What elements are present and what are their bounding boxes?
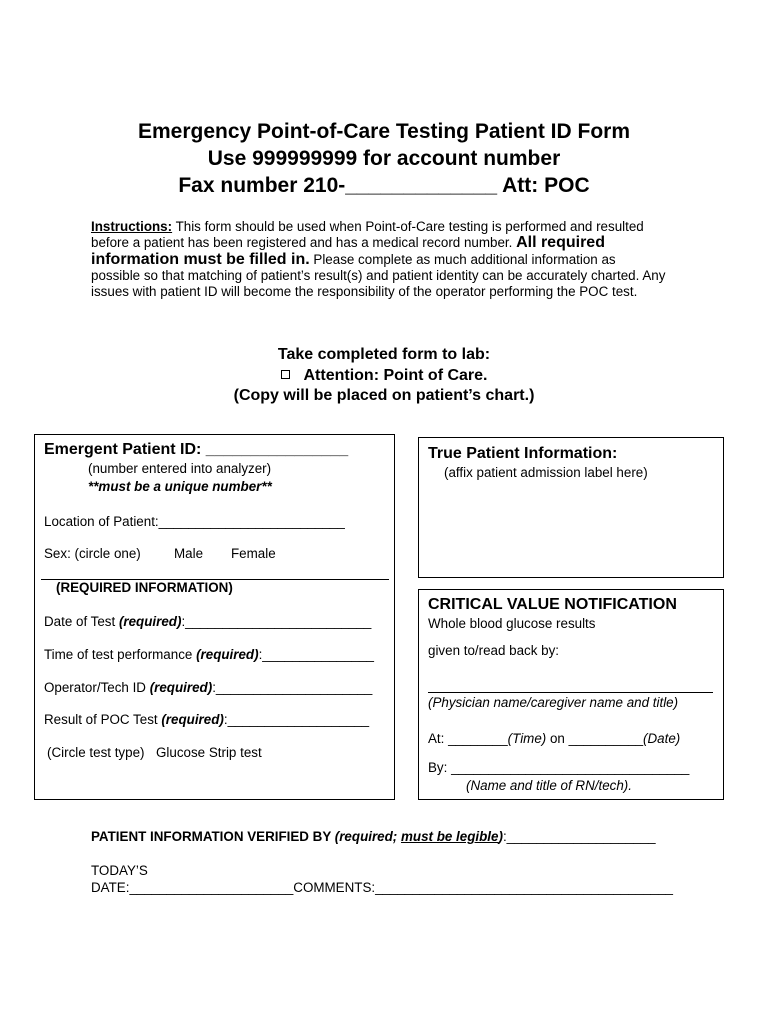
date-comments-field[interactable]: DATE:______________________COMMENTS:________________________________________ bbox=[91, 880, 673, 895]
instructions-text-1: This form should be used when Point-of-Care testing is performed and resulted before a patient has been registered and has a medical record number. bbox=[91, 219, 644, 251]
location-field[interactable]: Location of Patient:_________________________ bbox=[44, 514, 345, 529]
instructions-paragraph bbox=[91, 219, 666, 300]
time-required: (required) bbox=[196, 647, 259, 662]
fax-number-line: Fax number 210-_____________ Att: POC bbox=[178, 174, 590, 197]
emergent-patient-box bbox=[34, 434, 395, 800]
glucose-results-line: Whole blood glucose results bbox=[428, 616, 596, 631]
date-of-test-field[interactable] bbox=[44, 614, 371, 629]
at-time-date-field[interactable] bbox=[428, 731, 680, 746]
operator-line: :_____________________ bbox=[212, 680, 373, 695]
form-title: Emergency Point-of-Care Testing Patient ID Form bbox=[137, 120, 630, 143]
circle-test-type-label: (Circle test type) bbox=[47, 745, 145, 760]
verified-close: ) bbox=[498, 829, 503, 844]
operator-id-field[interactable] bbox=[44, 680, 372, 695]
verified-label: PATIENT INFORMATION VERIFIED BY bbox=[91, 829, 335, 844]
square-bullet-icon bbox=[281, 370, 290, 379]
result-label: Result of POC Test bbox=[44, 712, 162, 727]
date-required: (required) bbox=[118, 614, 182, 629]
time-label: Time of test performance bbox=[44, 647, 197, 662]
take-to-lab-heading: Take completed form to lab: bbox=[277, 346, 491, 363]
number-entered-note: (number entered into analyzer) bbox=[88, 461, 272, 476]
time-of-test-field[interactable] bbox=[44, 647, 374, 662]
at-label: At: ________ bbox=[428, 731, 508, 746]
verified-line: :____________________ bbox=[502, 829, 656, 844]
operator-required: (required) bbox=[149, 680, 213, 695]
date-line: :_________________________ bbox=[181, 614, 372, 629]
emergent-id-label[interactable]: Emergent Patient ID: ________________ bbox=[44, 441, 349, 458]
name-title-note: (Name and title of RN/tech). bbox=[466, 778, 632, 793]
account-number-note: Use 999999999 for account number bbox=[207, 147, 561, 170]
physician-name-line[interactable] bbox=[428, 692, 713, 693]
operator-label: Operator/Tech ID bbox=[44, 680, 150, 695]
true-patient-box bbox=[418, 437, 724, 578]
instructions-label: Instructions: bbox=[91, 219, 173, 234]
critical-heading: CRITICAL VALUE NOTIFICATION bbox=[428, 596, 677, 613]
unique-number-note: **must be a unique number** bbox=[88, 479, 272, 494]
sex-option-female[interactable]: Female bbox=[231, 546, 276, 561]
instructions-text-2: Please complete as much additional information as possible so that matching of patient’s result(s) and patient identity can be accurately charted. Any issues with patient ID will become the responsibility of the operator performing the POC test. bbox=[91, 251, 666, 300]
sex-label: Sex: (circle one) bbox=[44, 546, 141, 561]
on-label: on __________ bbox=[546, 731, 644, 746]
by-field[interactable]: By: ________________________________ bbox=[428, 760, 690, 775]
date-label: Date of Test bbox=[44, 614, 119, 629]
date-word: (Date) bbox=[643, 731, 681, 746]
instructions-bold-text: All required information must be filled in. bbox=[91, 234, 605, 268]
glucose-strip-option[interactable]: Glucose Strip test bbox=[156, 745, 262, 760]
required-info-heading: (REQUIRED INFORMATION) bbox=[56, 580, 233, 595]
attention-line bbox=[0, 366, 768, 386]
sex-option-male[interactable]: Male bbox=[174, 546, 204, 561]
time-line: :_______________ bbox=[258, 647, 375, 662]
verified-by-field[interactable] bbox=[91, 829, 656, 844]
result-field[interactable] bbox=[44, 712, 369, 727]
critical-value-box bbox=[418, 589, 724, 800]
true-patient-heading: True Patient Information: bbox=[428, 445, 618, 462]
attention-text: Attention: Point of Care. bbox=[303, 367, 488, 384]
copy-chart-note: (Copy will be placed on patient’s chart.) bbox=[233, 387, 535, 404]
affix-label-note: (affix patient admission label here) bbox=[444, 465, 648, 480]
time-word: (Time) bbox=[507, 731, 547, 746]
todays-label: TODAY’S bbox=[91, 863, 148, 878]
physician-note: (Physician name/caregiver name and title) bbox=[428, 695, 679, 710]
given-to-line: given to/read back by: bbox=[428, 643, 560, 658]
result-line: :___________________ bbox=[223, 712, 370, 727]
verified-legible: must be legible bbox=[400, 829, 499, 844]
verified-required: (required; bbox=[334, 829, 401, 844]
result-required: (required) bbox=[161, 712, 224, 727]
